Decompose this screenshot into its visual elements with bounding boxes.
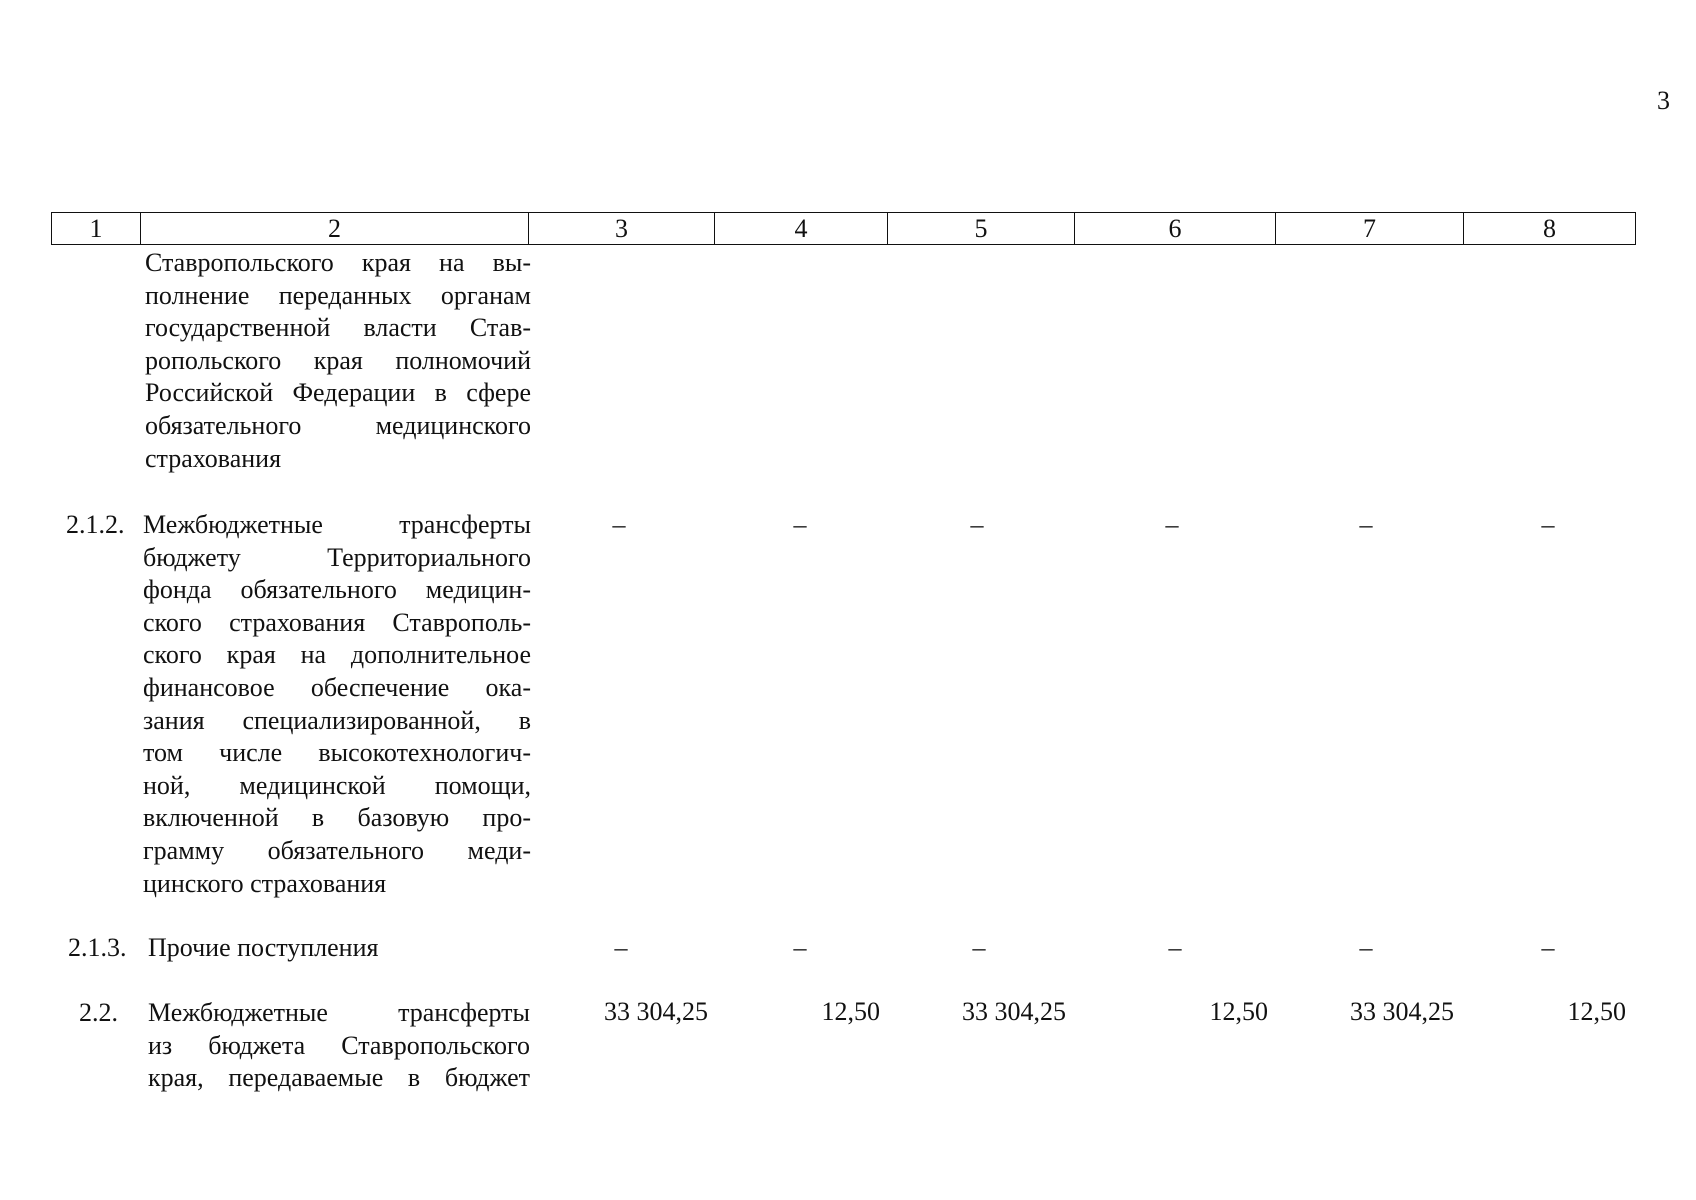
value-cell-col3: 33 304,25 xyxy=(604,997,708,1026)
value-cell-col8: – xyxy=(1541,933,1555,962)
value-cell-col7: – xyxy=(1359,933,1373,962)
value-cell-col4: – xyxy=(793,510,807,539)
value-cell-col4: 12,50 xyxy=(821,997,880,1026)
column-number-cell: 6 xyxy=(1075,213,1276,245)
description-line: том числе высокотехнологич- xyxy=(143,738,531,768)
value-cell-col6: – xyxy=(1168,933,1182,962)
column-number-cell: 7 xyxy=(1276,213,1464,245)
row-description xyxy=(148,997,530,1095)
description-line: полнение переданных органам xyxy=(145,280,531,310)
description-line: бюджету Территориального xyxy=(143,542,531,572)
row-number: 2.1.2. xyxy=(66,510,125,539)
value-cell-col5: – xyxy=(970,510,984,539)
row-number: 2.2. xyxy=(79,998,118,1027)
page-number: 3 xyxy=(1657,86,1670,115)
column-number-cell: 1 xyxy=(52,213,141,245)
row-description xyxy=(148,932,534,965)
column-number-cell: 4 xyxy=(715,213,888,245)
description-line: Межбюджетные трансферты xyxy=(143,510,531,539)
description-line: Межбюджетные трансферты xyxy=(148,998,530,1027)
column-number-header xyxy=(51,212,1636,245)
value-cell-col6: 12,50 xyxy=(1209,997,1268,1026)
description-line: ского страхования Ставрополь- xyxy=(143,607,531,637)
description-line: фонда обязательного медицин- xyxy=(143,575,531,605)
value-cell-col3: – xyxy=(612,510,626,539)
value-cell-col8: 12,50 xyxy=(1567,997,1626,1026)
column-number-cell: 2 xyxy=(141,213,529,245)
column-number-cell: 3 xyxy=(529,213,715,245)
description-line: ропольского края полномочий xyxy=(145,345,531,375)
description-line: из бюджета Ставропольского xyxy=(148,1030,530,1060)
description-line: включенной в базовую про- xyxy=(143,803,531,833)
value-cell-col8: – xyxy=(1541,510,1555,539)
description-line: края, передаваемые в бюджет xyxy=(148,1063,530,1093)
row-number: 2.1.3. xyxy=(68,933,127,962)
description-line: грамму обязательного меди- xyxy=(143,835,531,865)
value-cell-col7: 33 304,25 xyxy=(1350,997,1454,1026)
description-line: Российской Федерации в сфере xyxy=(145,378,531,408)
value-cell-col7: – xyxy=(1359,510,1373,539)
row-description xyxy=(145,247,531,475)
description-line: обязательного медицинского xyxy=(145,410,531,440)
description-line: зания специализированной, в xyxy=(143,705,531,735)
column-number-cell: 5 xyxy=(888,213,1075,245)
description-line: ной, медицинской помощи, xyxy=(143,770,531,800)
description-line: Ставропольского края на вы- xyxy=(145,248,531,277)
value-cell-col5: 33 304,25 xyxy=(962,997,1066,1026)
description-line: финансовое обеспечение ока- xyxy=(143,672,531,702)
row-description xyxy=(143,509,531,900)
value-cell-col5: – xyxy=(972,933,986,962)
description-line: страхования xyxy=(145,443,282,473)
value-cell-col3: – xyxy=(614,933,628,962)
description-line: государственной власти Став- xyxy=(145,313,531,343)
description-line: Прочие поступления xyxy=(148,933,379,962)
description-line: ского края на дополнительное xyxy=(143,640,531,670)
column-number-cell: 8 xyxy=(1464,213,1636,245)
value-cell-col4: – xyxy=(793,933,807,962)
description-line: цинского страхования xyxy=(143,868,387,898)
value-cell-col6: – xyxy=(1165,510,1179,539)
